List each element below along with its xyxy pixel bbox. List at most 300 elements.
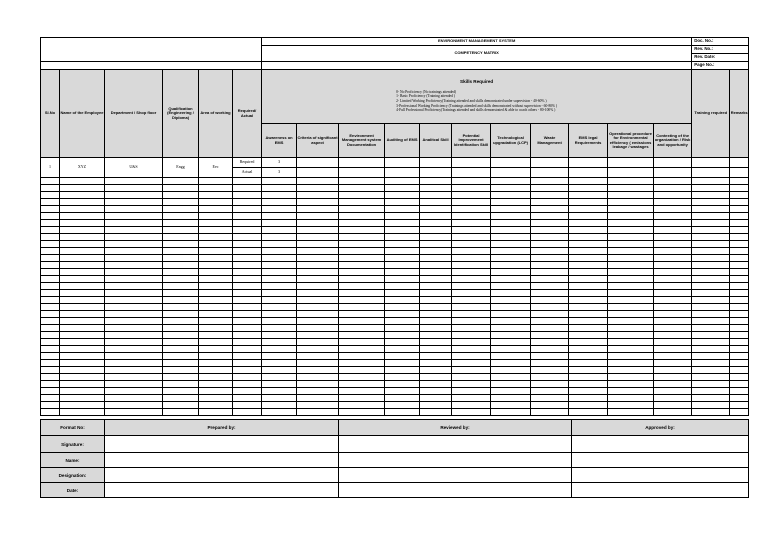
empty-cell[interactable]	[608, 178, 654, 185]
empty-cell[interactable]	[41, 388, 60, 395]
empty-cell[interactable]	[531, 297, 569, 304]
empty-cell[interactable]	[339, 311, 385, 318]
empty-cell[interactable]	[339, 192, 385, 199]
empty-cell[interactable]	[105, 311, 163, 318]
empty-cell[interactable]	[41, 311, 60, 318]
empty-cell[interactable]	[654, 381, 692, 388]
empty-cell[interactable]	[692, 332, 730, 339]
empty-cell[interactable]	[608, 304, 654, 311]
empty-cell[interactable]	[105, 185, 163, 192]
empty-cell[interactable]	[730, 199, 749, 206]
empty-cell[interactable]	[654, 360, 692, 367]
empty-cell[interactable]	[692, 346, 730, 353]
empty-cell[interactable]	[199, 269, 233, 276]
empty-cell[interactable]	[491, 213, 531, 220]
empty-cell[interactable]	[692, 283, 730, 290]
empty-cell[interactable]	[233, 339, 262, 346]
empty-cell[interactable]	[692, 409, 730, 416]
prepared-designation[interactable]	[105, 468, 339, 483]
empty-cell[interactable]	[452, 318, 491, 325]
empty-cell[interactable]	[60, 185, 105, 192]
empty-cell[interactable]	[608, 297, 654, 304]
empty-cell[interactable]	[692, 178, 730, 185]
empty-cell[interactable]	[654, 367, 692, 374]
approved-date[interactable]	[572, 483, 749, 498]
empty-cell[interactable]	[531, 381, 569, 388]
empty-cell[interactable]	[41, 227, 60, 234]
empty-cell[interactable]	[569, 262, 608, 269]
empty-cell[interactable]	[420, 367, 452, 374]
empty-cell[interactable]	[654, 276, 692, 283]
empty-cell[interactable]	[654, 311, 692, 318]
empty-cell[interactable]	[491, 192, 531, 199]
empty-cell[interactable]	[452, 227, 491, 234]
empty-cell[interactable]	[491, 234, 531, 241]
empty-cell[interactable]	[452, 339, 491, 346]
empty-cell[interactable]	[233, 325, 262, 332]
empty-cell[interactable]	[199, 402, 233, 409]
empty-cell[interactable]	[41, 276, 60, 283]
empty-cell[interactable]	[385, 374, 420, 381]
empty-cell[interactable]	[60, 374, 105, 381]
empty-cell[interactable]	[339, 360, 385, 367]
empty-cell[interactable]	[41, 346, 60, 353]
empty-cell[interactable]	[491, 388, 531, 395]
empty-cell[interactable]	[297, 318, 339, 325]
empty-cell[interactable]	[730, 297, 749, 304]
empty-cell[interactable]	[339, 262, 385, 269]
empty-cell[interactable]	[569, 185, 608, 192]
empty-cell[interactable]	[608, 185, 654, 192]
empty-cell[interactable]	[569, 234, 608, 241]
empty-cell[interactable]	[608, 290, 654, 297]
empty-cell[interactable]	[199, 213, 233, 220]
empty-cell[interactable]	[297, 178, 339, 185]
empty-cell[interactable]	[339, 381, 385, 388]
empty-cell[interactable]	[163, 367, 199, 374]
empty-cell[interactable]	[199, 367, 233, 374]
empty-cell[interactable]	[233, 276, 262, 283]
empty-cell[interactable]	[608, 213, 654, 220]
empty-cell[interactable]	[730, 178, 749, 185]
empty-cell[interactable]	[60, 388, 105, 395]
empty-cell[interactable]	[452, 241, 491, 248]
empty-cell[interactable]	[297, 388, 339, 395]
empty-cell[interactable]	[730, 318, 749, 325]
empty-cell[interactable]	[60, 276, 105, 283]
empty-cell[interactable]	[60, 402, 105, 409]
empty-cell[interactable]	[491, 374, 531, 381]
empty-cell[interactable]	[730, 304, 749, 311]
empty-cell[interactable]	[491, 262, 531, 269]
empty-cell[interactable]	[163, 262, 199, 269]
empty-cell[interactable]	[297, 276, 339, 283]
empty-cell[interactable]	[531, 325, 569, 332]
empty-cell[interactable]	[262, 325, 297, 332]
empty-cell[interactable]	[654, 206, 692, 213]
empty-cell[interactable]	[105, 220, 163, 227]
empty-cell[interactable]	[452, 374, 491, 381]
empty-cell[interactable]	[41, 304, 60, 311]
empty-cell[interactable]	[452, 185, 491, 192]
empty-cell[interactable]	[692, 276, 730, 283]
empty-cell[interactable]	[452, 192, 491, 199]
empty-cell[interactable]	[692, 304, 730, 311]
empty-cell[interactable]	[452, 262, 491, 269]
empty-cell[interactable]	[339, 297, 385, 304]
empty-cell[interactable]	[730, 213, 749, 220]
empty-cell[interactable]	[297, 241, 339, 248]
empty-cell[interactable]	[41, 332, 60, 339]
empty-cell[interactable]	[105, 339, 163, 346]
empty-cell[interactable]	[297, 262, 339, 269]
empty-cell[interactable]	[385, 360, 420, 367]
empty-cell[interactable]	[385, 234, 420, 241]
empty-cell[interactable]	[233, 234, 262, 241]
empty-cell[interactable]	[60, 192, 105, 199]
empty-cell[interactable]	[199, 395, 233, 402]
empty-cell[interactable]	[339, 248, 385, 255]
empty-cell[interactable]	[385, 290, 420, 297]
empty-cell[interactable]	[199, 248, 233, 255]
empty-cell[interactable]	[730, 353, 749, 360]
empty-cell[interactable]	[233, 346, 262, 353]
empty-cell[interactable]	[262, 402, 297, 409]
empty-cell[interactable]	[569, 409, 608, 416]
empty-cell[interactable]	[730, 311, 749, 318]
empty-cell[interactable]	[608, 339, 654, 346]
empty-cell[interactable]	[297, 283, 339, 290]
empty-cell[interactable]	[163, 248, 199, 255]
empty-cell[interactable]	[608, 276, 654, 283]
empty-cell[interactable]	[569, 332, 608, 339]
empty-cell[interactable]	[199, 381, 233, 388]
empty-cell[interactable]	[262, 339, 297, 346]
approved-name[interactable]	[572, 453, 749, 468]
empty-cell[interactable]	[531, 360, 569, 367]
empty-cell[interactable]	[163, 290, 199, 297]
empty-cell[interactable]	[385, 388, 420, 395]
empty-cell[interactable]	[233, 283, 262, 290]
empty-cell[interactable]	[608, 234, 654, 241]
empty-cell[interactable]	[491, 402, 531, 409]
empty-cell[interactable]	[339, 346, 385, 353]
empty-cell[interactable]	[385, 381, 420, 388]
empty-cell[interactable]	[105, 248, 163, 255]
empty-cell[interactable]	[420, 395, 452, 402]
empty-cell[interactable]	[385, 311, 420, 318]
empty-cell[interactable]	[730, 269, 749, 276]
empty-cell[interactable]	[297, 409, 339, 416]
empty-cell[interactable]	[339, 241, 385, 248]
empty-cell[interactable]	[262, 304, 297, 311]
empty-cell[interactable]	[105, 290, 163, 297]
empty-cell[interactable]	[452, 213, 491, 220]
empty-cell[interactable]	[531, 234, 569, 241]
empty-cell[interactable]	[491, 220, 531, 227]
empty-cell[interactable]	[199, 206, 233, 213]
empty-cell[interactable]	[233, 206, 262, 213]
empty-cell[interactable]	[297, 325, 339, 332]
empty-cell[interactable]	[420, 388, 452, 395]
empty-cell[interactable]	[692, 395, 730, 402]
empty-cell[interactable]	[692, 367, 730, 374]
empty-cell[interactable]	[531, 395, 569, 402]
empty-cell[interactable]	[420, 304, 452, 311]
empty-cell[interactable]	[730, 325, 749, 332]
empty-cell[interactable]	[105, 367, 163, 374]
empty-cell[interactable]	[297, 290, 339, 297]
empty-cell[interactable]	[730, 262, 749, 269]
empty-cell[interactable]	[199, 227, 233, 234]
empty-cell[interactable]	[262, 276, 297, 283]
empty-cell[interactable]	[491, 381, 531, 388]
empty-cell[interactable]	[692, 381, 730, 388]
empty-cell[interactable]	[339, 325, 385, 332]
empty-cell[interactable]	[730, 374, 749, 381]
empty-cell[interactable]	[452, 381, 491, 388]
empty-cell[interactable]	[233, 297, 262, 304]
empty-cell[interactable]	[730, 276, 749, 283]
empty-cell[interactable]	[41, 178, 60, 185]
empty-cell[interactable]	[297, 248, 339, 255]
empty-cell[interactable]	[163, 213, 199, 220]
empty-cell[interactable]	[692, 388, 730, 395]
empty-cell[interactable]	[452, 360, 491, 367]
empty-cell[interactable]	[385, 332, 420, 339]
empty-cell[interactable]	[692, 311, 730, 318]
empty-cell[interactable]	[730, 283, 749, 290]
empty-cell[interactable]	[60, 227, 105, 234]
empty-cell[interactable]	[41, 381, 60, 388]
empty-cell[interactable]	[730, 220, 749, 227]
empty-cell[interactable]	[608, 192, 654, 199]
empty-cell[interactable]	[163, 199, 199, 206]
empty-cell[interactable]	[692, 220, 730, 227]
empty-cell[interactable]	[105, 276, 163, 283]
empty-cell[interactable]	[654, 297, 692, 304]
empty-cell[interactable]	[608, 395, 654, 402]
empty-cell[interactable]	[608, 220, 654, 227]
empty-cell[interactable]	[452, 269, 491, 276]
empty-cell[interactable]	[420, 276, 452, 283]
empty-cell[interactable]	[531, 283, 569, 290]
empty-cell[interactable]	[199, 255, 233, 262]
empty-cell[interactable]	[297, 374, 339, 381]
empty-cell[interactable]	[654, 318, 692, 325]
empty-cell[interactable]	[105, 353, 163, 360]
empty-cell[interactable]	[385, 269, 420, 276]
empty-cell[interactable]	[233, 248, 262, 255]
empty-cell[interactable]	[105, 374, 163, 381]
empty-cell[interactable]	[199, 234, 233, 241]
empty-cell[interactable]	[60, 199, 105, 206]
empty-cell[interactable]	[199, 192, 233, 199]
empty-cell[interactable]	[531, 388, 569, 395]
empty-cell[interactable]	[730, 185, 749, 192]
empty-cell[interactable]	[199, 178, 233, 185]
empty-cell[interactable]	[491, 206, 531, 213]
empty-cell[interactable]	[262, 353, 297, 360]
empty-cell[interactable]	[199, 297, 233, 304]
empty-cell[interactable]	[569, 206, 608, 213]
empty-cell[interactable]	[297, 213, 339, 220]
empty-cell[interactable]	[531, 367, 569, 374]
empty-cell[interactable]	[339, 318, 385, 325]
empty-cell[interactable]	[420, 339, 452, 346]
empty-cell[interactable]	[385, 367, 420, 374]
empty-cell[interactable]	[163, 388, 199, 395]
empty-cell[interactable]	[339, 255, 385, 262]
empty-cell[interactable]	[297, 402, 339, 409]
empty-cell[interactable]	[105, 402, 163, 409]
empty-cell[interactable]	[692, 227, 730, 234]
empty-cell[interactable]	[452, 409, 491, 416]
empty-cell[interactable]	[385, 206, 420, 213]
empty-cell[interactable]	[491, 297, 531, 304]
empty-cell[interactable]	[339, 227, 385, 234]
empty-cell[interactable]	[199, 283, 233, 290]
empty-cell[interactable]	[730, 360, 749, 367]
empty-cell[interactable]	[452, 178, 491, 185]
empty-cell[interactable]	[531, 332, 569, 339]
empty-cell[interactable]	[608, 381, 654, 388]
empty-cell[interactable]	[339, 220, 385, 227]
empty-cell[interactable]	[569, 283, 608, 290]
empty-cell[interactable]	[262, 185, 297, 192]
empty-cell[interactable]	[531, 185, 569, 192]
empty-cell[interactable]	[654, 213, 692, 220]
approved-designation[interactable]	[572, 468, 749, 483]
empty-cell[interactable]	[41, 395, 60, 402]
prepared-date[interactable]	[105, 483, 339, 498]
empty-cell[interactable]	[420, 318, 452, 325]
empty-cell[interactable]	[339, 178, 385, 185]
empty-cell[interactable]	[233, 311, 262, 318]
empty-cell[interactable]	[608, 199, 654, 206]
empty-cell[interactable]	[105, 346, 163, 353]
empty-cell[interactable]	[233, 227, 262, 234]
empty-cell[interactable]	[654, 192, 692, 199]
empty-cell[interactable]	[41, 255, 60, 262]
empty-cell[interactable]	[654, 346, 692, 353]
empty-cell[interactable]	[163, 234, 199, 241]
empty-cell[interactable]	[262, 409, 297, 416]
empty-cell[interactable]	[452, 276, 491, 283]
empty-cell[interactable]	[730, 332, 749, 339]
empty-cell[interactable]	[385, 283, 420, 290]
empty-cell[interactable]	[608, 227, 654, 234]
empty-cell[interactable]	[41, 353, 60, 360]
empty-cell[interactable]	[297, 311, 339, 318]
empty-cell[interactable]	[420, 248, 452, 255]
empty-cell[interactable]	[452, 311, 491, 318]
empty-cell[interactable]	[569, 297, 608, 304]
empty-cell[interactable]	[692, 199, 730, 206]
empty-cell[interactable]	[199, 304, 233, 311]
empty-cell[interactable]	[531, 213, 569, 220]
empty-cell[interactable]	[60, 381, 105, 388]
empty-cell[interactable]	[339, 283, 385, 290]
empty-cell[interactable]	[452, 297, 491, 304]
empty-cell[interactable]	[60, 283, 105, 290]
empty-cell[interactable]	[420, 269, 452, 276]
empty-cell[interactable]	[41, 213, 60, 220]
empty-cell[interactable]	[199, 241, 233, 248]
empty-cell[interactable]	[199, 276, 233, 283]
empty-cell[interactable]	[608, 248, 654, 255]
empty-cell[interactable]	[491, 318, 531, 325]
empty-cell[interactable]	[420, 185, 452, 192]
empty-cell[interactable]	[262, 206, 297, 213]
empty-cell[interactable]	[199, 388, 233, 395]
empty-cell[interactable]	[163, 227, 199, 234]
empty-cell[interactable]	[105, 241, 163, 248]
empty-cell[interactable]	[654, 339, 692, 346]
empty-cell[interactable]	[297, 332, 339, 339]
empty-cell[interactable]	[452, 388, 491, 395]
empty-cell[interactable]	[385, 297, 420, 304]
empty-cell[interactable]	[41, 241, 60, 248]
empty-cell[interactable]	[163, 192, 199, 199]
empty-cell[interactable]	[692, 353, 730, 360]
empty-cell[interactable]	[105, 283, 163, 290]
empty-cell[interactable]	[60, 325, 105, 332]
empty-cell[interactable]	[452, 402, 491, 409]
empty-cell[interactable]	[420, 227, 452, 234]
empty-cell[interactable]	[730, 395, 749, 402]
empty-cell[interactable]	[654, 325, 692, 332]
empty-cell[interactable]	[163, 220, 199, 227]
empty-cell[interactable]	[105, 255, 163, 262]
empty-cell[interactable]	[233, 318, 262, 325]
empty-cell[interactable]	[297, 185, 339, 192]
empty-cell[interactable]	[163, 395, 199, 402]
empty-cell[interactable]	[569, 402, 608, 409]
empty-cell[interactable]	[420, 220, 452, 227]
empty-cell[interactable]	[608, 206, 654, 213]
empty-cell[interactable]	[730, 346, 749, 353]
empty-cell[interactable]	[60, 248, 105, 255]
empty-cell[interactable]	[262, 234, 297, 241]
empty-cell[interactable]	[569, 374, 608, 381]
empty-cell[interactable]	[262, 290, 297, 297]
empty-cell[interactable]	[233, 220, 262, 227]
empty-cell[interactable]	[339, 199, 385, 206]
empty-cell[interactable]	[608, 255, 654, 262]
prepared-name[interactable]	[105, 453, 339, 468]
empty-cell[interactable]	[339, 206, 385, 213]
empty-cell[interactable]	[385, 339, 420, 346]
empty-cell[interactable]	[233, 255, 262, 262]
empty-cell[interactable]	[60, 367, 105, 374]
empty-cell[interactable]	[569, 388, 608, 395]
empty-cell[interactable]	[199, 220, 233, 227]
empty-cell[interactable]	[692, 241, 730, 248]
empty-cell[interactable]	[105, 304, 163, 311]
empty-cell[interactable]	[60, 332, 105, 339]
empty-cell[interactable]	[41, 325, 60, 332]
empty-cell[interactable]	[262, 374, 297, 381]
empty-cell[interactable]	[608, 311, 654, 318]
empty-cell[interactable]	[262, 381, 297, 388]
empty-cell[interactable]	[41, 234, 60, 241]
empty-cell[interactable]	[199, 346, 233, 353]
empty-cell[interactable]	[60, 234, 105, 241]
empty-cell[interactable]	[60, 311, 105, 318]
empty-cell[interactable]	[654, 409, 692, 416]
empty-cell[interactable]	[569, 276, 608, 283]
